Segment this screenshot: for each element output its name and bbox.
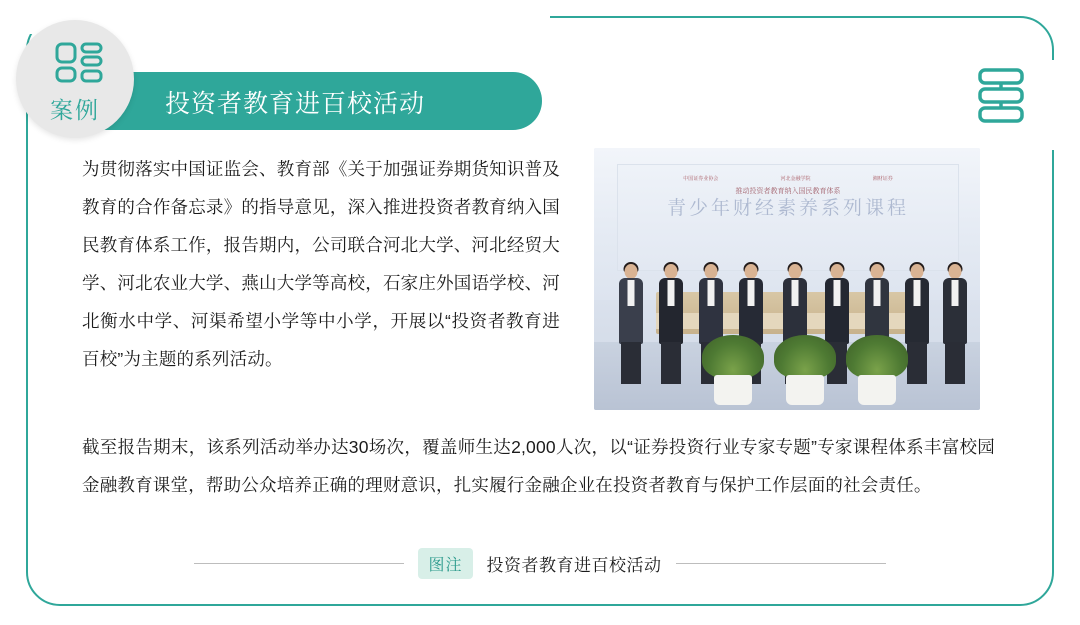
- banner-logo-1: 中国证券业协会: [683, 175, 719, 182]
- document-grid-icon: [55, 42, 103, 84]
- photo-person: [656, 264, 686, 384]
- caption-line-right: [676, 563, 886, 564]
- paragraph-1: 为贯彻落实中国证监会、教育部《关于加强证券期货知识普及教育的合作备忘录》的指导意见，深入推进投资者教育纳入国民教育体系工作，报告期内，公司联合河北大学、河北经贸大学、河北农业大学、燕山大学等高校，石家庄外国语学校、河北衡水中学、河渠希望小学等中小学，开展以“投资者教育进百校”为主题的系列活动。: [82, 159, 560, 369]
- caption-text: 投资者教育进百校活动: [486, 556, 662, 575]
- photo-person: [616, 264, 646, 384]
- stacked-layers-icon: [974, 66, 1028, 126]
- photo-plant: [846, 335, 908, 405]
- photo-banner-logos: [652, 174, 924, 182]
- caption-tag: 图注: [418, 548, 472, 579]
- banner-logo-3: 湘财证券: [872, 175, 893, 182]
- photo-plant: [702, 335, 764, 405]
- page-title: 投资者教育进百校活动: [165, 90, 426, 118]
- case-badge: [16, 20, 134, 138]
- photo-banner: [617, 164, 959, 271]
- banner-logo-2: 河北金融学院: [780, 175, 811, 182]
- caption-line-left: [194, 563, 404, 564]
- paragraph-2: 截至报告期末，该系列活动举办达30场次，覆盖师生达2,000人次，以“证券投资行业专家专题”专家课程体系丰富校园金融教育课堂，帮助公众培养正确的理财意识，扎实履行金融企业在投资者教育与保护工作层面的社会责任。: [82, 437, 995, 495]
- event-photo: [594, 148, 980, 410]
- photo-person: [940, 264, 970, 384]
- photo-banner-subtitle: 推动投资者教育纳入国民教育体系: [735, 187, 841, 195]
- photo-banner-title: 青少年财经素养系列课程: [666, 198, 909, 219]
- figure-caption: [0, 548, 1080, 579]
- photo-plant: [774, 335, 836, 405]
- body-column: [82, 150, 560, 378]
- case-badge-label: 案例: [50, 97, 100, 123]
